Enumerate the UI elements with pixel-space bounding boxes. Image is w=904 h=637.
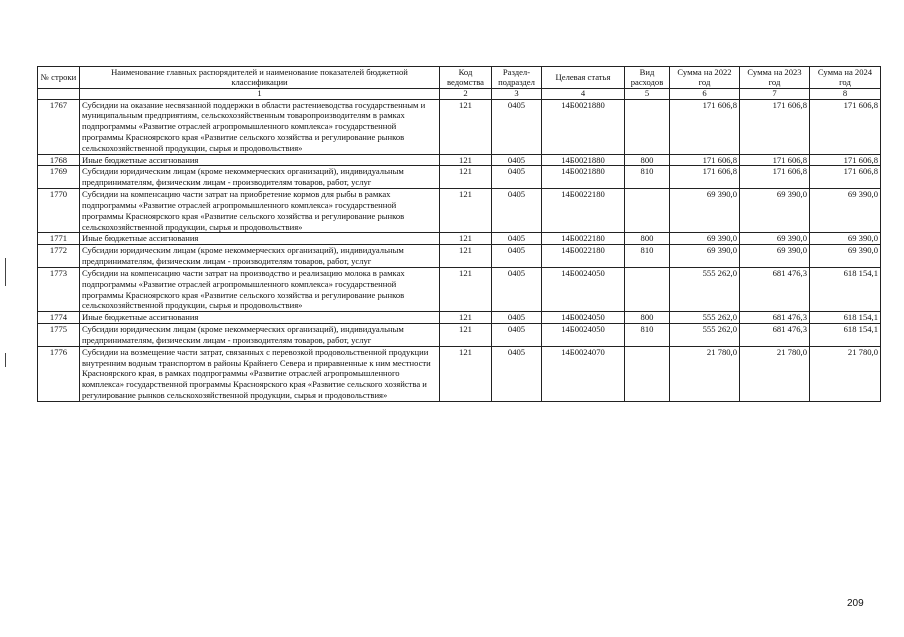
page-number: 209 <box>847 598 864 609</box>
column-number: 3 <box>492 88 542 99</box>
dept-code: 121 <box>440 233 492 245</box>
table-row <box>38 324 881 347</box>
section-code: 0405 <box>492 154 542 166</box>
sum-2022: 555 262,0 <box>670 312 740 324</box>
column-number: 2 <box>440 88 492 99</box>
sum-2024: 21 780,0 <box>810 346 881 401</box>
scan-edge-mark <box>5 258 6 286</box>
table-row <box>38 99 881 154</box>
row-number: 1774 <box>38 312 80 324</box>
target-article: 14Б0024050 <box>542 324 625 347</box>
row-number: 1769 <box>38 166 80 189</box>
target-article: 14Б0021880 <box>542 154 625 166</box>
row-name: Иные бюджетные ассигнования <box>80 312 440 324</box>
dept-code: 121 <box>440 99 492 154</box>
expense-type: 800 <box>625 154 670 166</box>
dept-code: 121 <box>440 154 492 166</box>
row-number: 1768 <box>38 154 80 166</box>
row-name: Субсидии на компенсацию части затрат на производство и реализацию молока в рамках подпрограммы «Развитие отраслей агропромышленного комплекса» государственной программы Красноярского края «Развитие сельского хозяйства и регулирование рынков сельскохозяйственной продукции, сырья и продовольствия» <box>80 267 440 311</box>
row-name: Субсидии юридическим лицам (кроме некоммерческих организаций), индивидуальным предпринимателям, физическим лицам - производителям товаров, работ, услуг <box>80 166 440 189</box>
col-header-expense-type: Вид расходов <box>625 67 670 89</box>
col-header-sum-2023: Сумма на 2023 год <box>740 67 810 89</box>
sum-2024: 171 606,8 <box>810 154 881 166</box>
row-name: Иные бюджетные ассигнования <box>80 154 440 166</box>
row-number: 1767 <box>38 99 80 154</box>
expense-type: 810 <box>625 324 670 347</box>
section-code: 0405 <box>492 324 542 347</box>
row-name: Субсидии юридическим лицам (кроме некоммерческих организаций), индивидуальным предпринимателям, физическим лицам - производителям товаров, работ, услуг <box>80 324 440 347</box>
row-name: Иные бюджетные ассигнования <box>80 233 440 245</box>
target-article: 14Б0022180 <box>542 189 625 233</box>
sum-2023: 171 606,8 <box>740 154 810 166</box>
header-row <box>38 67 881 89</box>
col-header-sum-2022: Сумма на 2022 год <box>670 67 740 89</box>
sum-2024: 69 390,0 <box>810 233 881 245</box>
column-number: 7 <box>740 88 810 99</box>
sum-2022: 171 606,8 <box>670 166 740 189</box>
sum-2023: 681 476,3 <box>740 324 810 347</box>
expense-type <box>625 267 670 311</box>
table-row <box>38 346 881 401</box>
target-article: 14Б0022180 <box>542 245 625 268</box>
target-article: 14Б0021880 <box>542 166 625 189</box>
sum-2024: 618 154,1 <box>810 312 881 324</box>
row-number: 1776 <box>38 346 80 401</box>
column-number-row <box>38 88 881 99</box>
table-row <box>38 154 881 166</box>
section-code: 0405 <box>492 346 542 401</box>
sum-2024: 618 154,1 <box>810 267 881 311</box>
section-code: 0405 <box>492 312 542 324</box>
section-code: 0405 <box>492 267 542 311</box>
expense-type <box>625 99 670 154</box>
dept-code: 121 <box>440 245 492 268</box>
row-name: Субсидии на компенсацию части затрат на приобретение кормов для рыбы в рамках подпрограммы «Развитие отраслей агропромышленного комплекса» государственной программы Красноярского края «Развитие сельского хозяйства и регулирование рынков сельскохозяйственной продукции, сырья и продовольствия» <box>80 189 440 233</box>
column-number: 6 <box>670 88 740 99</box>
sum-2022: 171 606,8 <box>670 154 740 166</box>
dept-code: 121 <box>440 312 492 324</box>
row-number: 1770 <box>38 189 80 233</box>
expense-type <box>625 189 670 233</box>
expense-type: 810 <box>625 166 670 189</box>
row-number: 1771 <box>38 233 80 245</box>
sum-2022: 69 390,0 <box>670 233 740 245</box>
sum-2023: 69 390,0 <box>740 189 810 233</box>
table-row <box>38 312 881 324</box>
sum-2024: 171 606,8 <box>810 166 881 189</box>
expense-type: 800 <box>625 233 670 245</box>
budget-table <box>37 66 881 402</box>
row-name: Субсидии на оказание несвязанной поддержки в области растениеводства государственным и муниципальным предприятиям, сельскохозяйственным товаропроизводителям в рамках подпрограммы «Развитие отраслей агропромышленного комплекса» государственной программы Красноярского края «Развитие сельского хозяйства и регулирование рынков сельскохозяйственной продукции, сырья и продовольствия» <box>80 99 440 154</box>
sum-2022: 555 262,0 <box>670 324 740 347</box>
section-code: 0405 <box>492 233 542 245</box>
column-number: 1 <box>80 88 440 99</box>
sum-2023: 681 476,3 <box>740 267 810 311</box>
target-article: 14Б0024050 <box>542 267 625 311</box>
scan-edge-mark <box>5 353 6 367</box>
sum-2023: 171 606,8 <box>740 99 810 154</box>
sum-2022: 69 390,0 <box>670 245 740 268</box>
table-row <box>38 267 881 311</box>
col-header-sum-2024: Сумма на 2024 год <box>810 67 881 89</box>
sum-2022: 21 780,0 <box>670 346 740 401</box>
col-header-section: Раздел-подраздел <box>492 67 542 89</box>
sum-2024: 171 606,8 <box>810 99 881 154</box>
section-code: 0405 <box>492 99 542 154</box>
sum-2024: 618 154,1 <box>810 324 881 347</box>
target-article: 14Б0024050 <box>542 312 625 324</box>
col-header-dept-code: Код ведомства <box>440 67 492 89</box>
section-code: 0405 <box>492 189 542 233</box>
sum-2024: 69 390,0 <box>810 245 881 268</box>
table-row <box>38 166 881 189</box>
column-number <box>38 88 80 99</box>
dept-code: 121 <box>440 324 492 347</box>
target-article: 14Б0024070 <box>542 346 625 401</box>
column-number: 8 <box>810 88 881 99</box>
sum-2022: 555 262,0 <box>670 267 740 311</box>
section-code: 0405 <box>492 245 542 268</box>
table-row <box>38 245 881 268</box>
column-number: 5 <box>625 88 670 99</box>
sum-2022: 171 606,8 <box>670 99 740 154</box>
table-row <box>38 233 881 245</box>
col-header-target-article: Целевая статья <box>542 67 625 89</box>
sum-2023: 21 780,0 <box>740 346 810 401</box>
table-row <box>38 189 881 233</box>
sum-2023: 69 390,0 <box>740 233 810 245</box>
row-name: Субсидии юридическим лицам (кроме некоммерческих организаций), индивидуальным предпринимателям, физическим лицам - производителям товаров, работ, услуг <box>80 245 440 268</box>
expense-type: 800 <box>625 312 670 324</box>
section-code: 0405 <box>492 166 542 189</box>
dept-code: 121 <box>440 166 492 189</box>
column-number: 4 <box>542 88 625 99</box>
expense-type <box>625 346 670 401</box>
row-number: 1775 <box>38 324 80 347</box>
col-header-row-number: № строки <box>38 67 80 89</box>
expense-type: 810 <box>625 245 670 268</box>
row-number: 1773 <box>38 267 80 311</box>
dept-code: 121 <box>440 189 492 233</box>
sum-2022: 69 390,0 <box>670 189 740 233</box>
sum-2024: 69 390,0 <box>810 189 881 233</box>
col-header-name: Наименование главных распорядителей и наименование показателей бюджетной классификации <box>80 67 440 89</box>
row-number: 1772 <box>38 245 80 268</box>
sum-2023: 69 390,0 <box>740 245 810 268</box>
row-name: Субсидии на возмещение части затрат, связанных с перевозкой продовольственной продукции внутренним водным транспортом в районы Крайнего Севера и приравненные к ним местности Красноярского края, в рамках подпрограммы «Развитие отраслей агропромышленного комплекса» государственной программы Красноярского края «Развитие сельского хозяйства и регулирование рынков сельскохозяйственной продукции, сырья и продовольствия» <box>80 346 440 401</box>
dept-code: 121 <box>440 267 492 311</box>
target-article: 14Б0022180 <box>542 233 625 245</box>
dept-code: 121 <box>440 346 492 401</box>
sum-2023: 171 606,8 <box>740 166 810 189</box>
target-article: 14Б0021880 <box>542 99 625 154</box>
sum-2023: 681 476,3 <box>740 312 810 324</box>
